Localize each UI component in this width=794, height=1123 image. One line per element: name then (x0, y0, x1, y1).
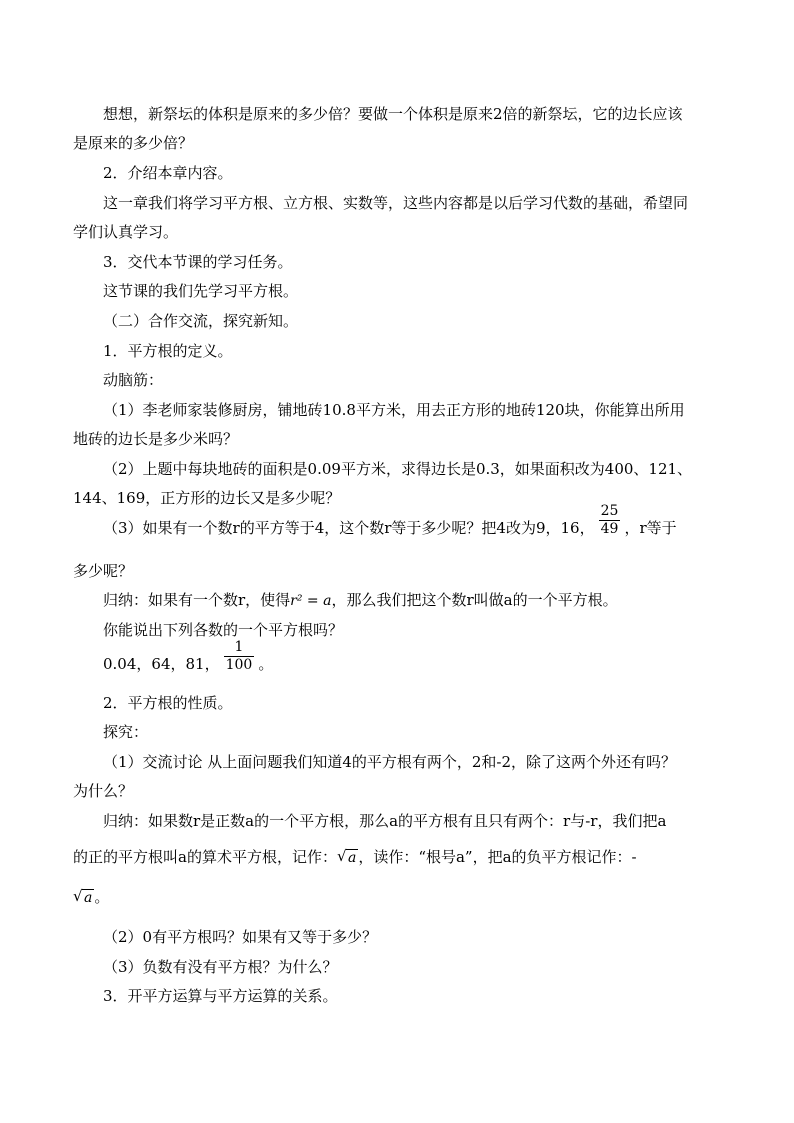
paragraph-line: 144、169，正方形的边长又是多少呢？ (73, 489, 341, 507)
fraction-denominator: 100 (225, 657, 253, 673)
paragraph-line: 这一章我们将学习平方根、立方根、实数等，这些内容都是以后学习代数的基础，希望同 (103, 194, 689, 212)
radical-sign-icon: √ (336, 847, 347, 865)
text-segment: （3）如果有一个数r的平方等于4，这个数r等于多少呢？把4改为9，16， (103, 519, 595, 537)
paragraph-line: 动脑筋： (103, 371, 164, 389)
text-segment: 的正的平方根叫a的算术平方根，记作： (73, 848, 337, 866)
paragraph-line: 学们认真学习。 (73, 223, 179, 241)
paragraph-line: 是原来的多少倍？ (73, 134, 194, 152)
text-segment: 归纳：如果有一个数r，使得 (103, 591, 291, 609)
paragraph-line: （1）李老师家装修厨房，铺地砖10.8平方米，用去正方形的地砖120块，你能算出所用 (103, 401, 685, 419)
radicand: a (84, 890, 93, 906)
section-heading: （二）合作交流，探究新知。 (103, 312, 299, 330)
radical-sign-icon: √ (73, 887, 83, 905)
paragraph-line-with-formula (103, 590, 618, 610)
text-segment: 。 (258, 655, 274, 673)
paragraph-line: （3）负数有没有平方根？为什么？ (103, 958, 338, 976)
section-item: 2．介绍本章内容。 (103, 164, 233, 182)
radicand: a (347, 850, 357, 866)
fraction-denominator: 49 (600, 521, 619, 537)
fraction-numerator: 1 (224, 639, 255, 657)
paragraph-line: （2）0有平方根吗？如果有又等于多少？ (103, 928, 378, 946)
square-root (337, 848, 358, 868)
paragraph-line: 为什么？ (73, 782, 134, 800)
section-item: 3．开平方运算与平方运算的关系。 (103, 987, 338, 1005)
text-segment: ，r等于 (624, 519, 677, 537)
paragraph-line: 这节课的我们先学习平方根。 (103, 282, 299, 300)
fraction (599, 503, 621, 538)
paragraph-line-with-fraction (103, 503, 677, 538)
paragraph-line: 你能说出下列各数的一个平方根吗？ (103, 621, 344, 639)
paragraph-line: （1）交流讨论 从上面问题我们知道4的平方根有两个，2和-2，除了这两个外还有吗？ (103, 753, 677, 771)
fraction (224, 639, 255, 674)
text-segment: 。 (94, 888, 110, 906)
text-segment: ，那么我们把这个数r叫做a的一个平方根。 (331, 591, 618, 609)
formula: r² = a (290, 593, 332, 609)
paragraph-line: 探究： (103, 723, 149, 741)
section-item: 1．平方根的定义。 (103, 342, 233, 360)
paragraph-line: 想想，新祭坛的体积是原来的多少倍？要做一个体积是原来2倍的新祭坛，它的边长应该 (103, 105, 683, 123)
section-item: 2．平方根的性质。 (103, 694, 233, 712)
paragraph-line-with-radical (73, 887, 109, 907)
paragraph-line: 多少呢？ (73, 562, 134, 580)
paragraph-line-with-fraction (103, 639, 274, 674)
paragraph-line-with-radical (73, 847, 637, 867)
section-item: 3．交代本节课的学习任务。 (103, 253, 293, 271)
paragraph-line: 地砖的边长是多少米吗？ (73, 430, 239, 448)
paragraph-line: 归纳：如果数r是正数a的一个平方根，那么a的平方根有且只有两个：r与-r，我们把a (103, 812, 667, 830)
text-segment: ，读作：“根号a”，把a的负平方根记作：- (358, 848, 637, 866)
fraction-numerator: 25 (600, 503, 619, 519)
text-segment: 0.04，64，81， (103, 655, 220, 673)
paragraph-line: （2）上题中每块地砖的面积是0.09平方米，求得边长是0.3，如果面积改为400、121、 (103, 460, 693, 478)
square-root (73, 888, 94, 908)
